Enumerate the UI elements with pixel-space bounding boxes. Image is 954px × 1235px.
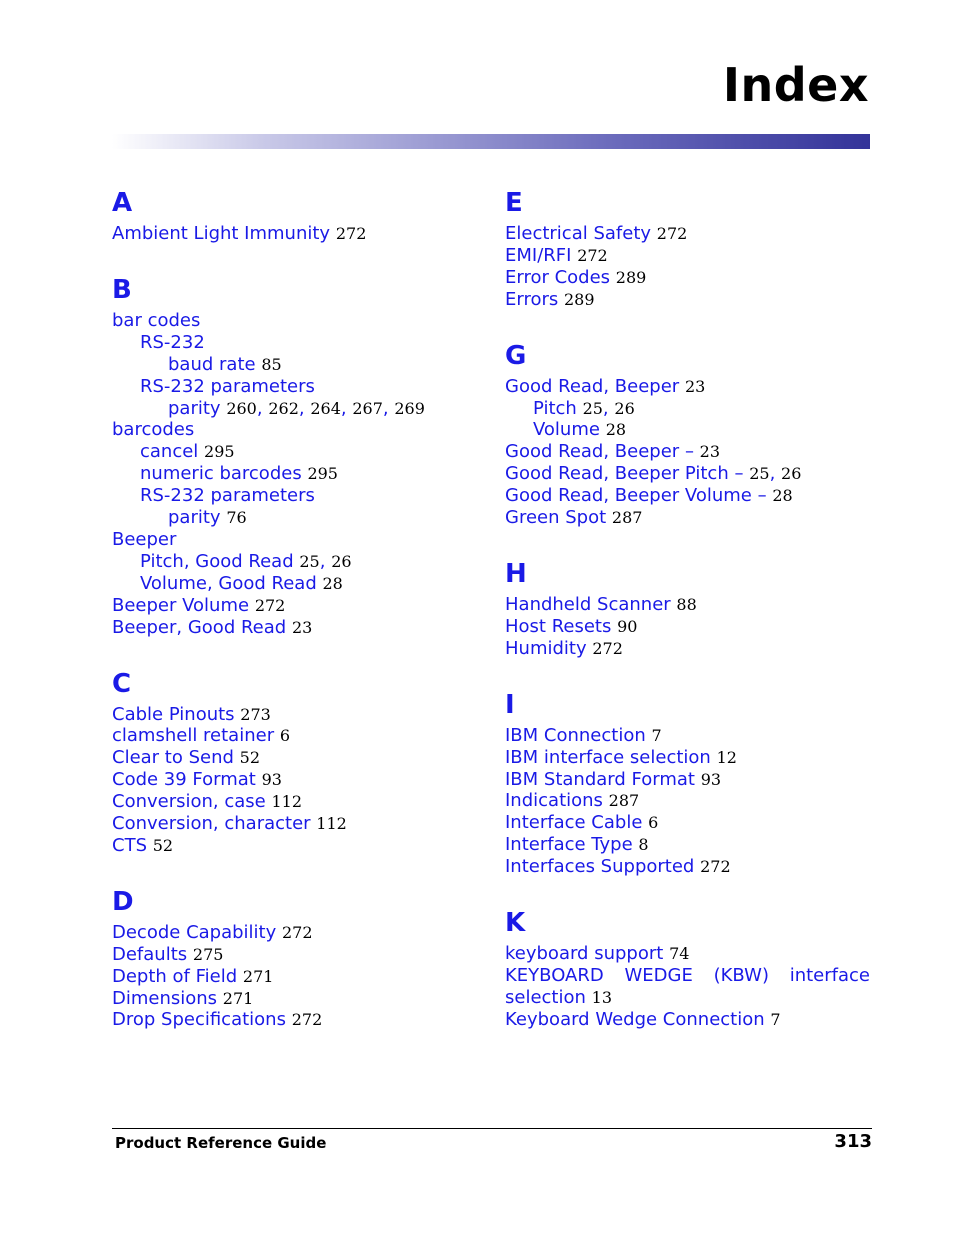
page-ref[interactable]: 272 xyxy=(592,638,623,658)
index-section-d xyxy=(112,882,477,1032)
page-ref[interactable]: 28 xyxy=(605,420,627,440)
page-ref[interactable]: 271 xyxy=(242,966,274,986)
page-ref[interactable]: 7 xyxy=(651,725,662,745)
index-term[interactable]: RS-232 parameters xyxy=(140,375,315,397)
page-ref[interactable]: 26 xyxy=(614,398,635,418)
page-ref[interactable]: 112 xyxy=(271,792,303,812)
index-subentry[interactable] xyxy=(112,463,477,485)
index-section-b xyxy=(112,270,477,639)
index-term[interactable]: Keyboard Wedge Connection xyxy=(505,1008,765,1030)
section-letter: C xyxy=(112,668,132,699)
page-ref[interactable]: 90 xyxy=(617,616,638,636)
dash-separator: – xyxy=(734,463,744,485)
index-entry[interactable] xyxy=(505,594,870,616)
index-term[interactable]: selection xyxy=(505,986,586,1008)
index-term[interactable]: Defaults xyxy=(112,943,188,965)
index-term[interactable]: Humidity xyxy=(505,637,587,659)
index-entry[interactable] xyxy=(112,310,477,332)
index-entry[interactable] xyxy=(505,267,870,289)
section-letter: H xyxy=(505,558,527,589)
page-ref[interactable]: 272 xyxy=(577,245,608,265)
footer-guide-title: Product Reference Guide xyxy=(115,1134,327,1152)
index-entry[interactable]: Good Read, Beeper Pitch – 25, 26 xyxy=(505,463,802,485)
index-term[interactable]: Code 39 Format xyxy=(112,769,256,791)
index-term[interactable]: barcodes xyxy=(112,419,195,441)
page-ref[interactable]: 6 xyxy=(648,813,659,833)
page-ref[interactable]: 12 xyxy=(716,747,737,767)
index-entry[interactable] xyxy=(112,223,477,245)
index-term[interactable]: Volume, Good Read xyxy=(140,572,317,594)
index-entry[interactable] xyxy=(112,1009,477,1031)
section-letter: G xyxy=(505,340,527,371)
page-ref[interactable]: 25 xyxy=(299,551,320,571)
page-ref[interactable]: 6 xyxy=(279,726,291,746)
page-ref[interactable]: 28 xyxy=(772,486,793,506)
header-gradient-bar xyxy=(112,134,870,149)
index-entry[interactable] xyxy=(112,988,477,1010)
page-ref[interactable]: 28 xyxy=(322,573,343,593)
index-entry[interactable] xyxy=(505,856,870,878)
index-entry-continuation[interactable] xyxy=(505,987,870,1009)
index-subentry[interactable]: parity 260, 262, 264, 267, 269 xyxy=(168,397,425,419)
index-term[interactable]: bar codes xyxy=(112,309,201,331)
index-term[interactable]: Interface Type xyxy=(505,834,633,856)
index-term[interactable]: Good Read, Beeper Pitch xyxy=(505,463,729,485)
index-entry[interactable] xyxy=(112,944,477,966)
index-term[interactable]: Ambient Light Immunity xyxy=(112,223,331,244)
page-ref[interactable]: 25 xyxy=(749,464,770,484)
page-ref[interactable]: 272 xyxy=(335,224,367,243)
index-section-i xyxy=(505,685,870,878)
index-entry[interactable] xyxy=(505,812,870,834)
index-term[interactable]: Conversion, case xyxy=(112,791,266,813)
index-entry[interactable] xyxy=(505,747,870,769)
index-entry[interactable] xyxy=(505,376,870,398)
index-entry-wrapped-line[interactable] xyxy=(505,965,870,987)
index-term[interactable]: EMI/RFI xyxy=(505,244,572,266)
index-entry[interactable] xyxy=(505,245,870,267)
page-ref[interactable]: 260 xyxy=(226,398,257,418)
page-ref[interactable]: 52 xyxy=(152,835,174,855)
index-term[interactable]: Dimensions xyxy=(112,987,218,1009)
index-term[interactable]: Electrical Safety xyxy=(505,223,652,244)
index-subentry[interactable] xyxy=(505,419,870,441)
index-term-word[interactable]: WEDGE xyxy=(624,964,693,986)
page-ref[interactable]: 52 xyxy=(239,748,261,768)
page-ref[interactable]: 23 xyxy=(291,617,313,637)
index-entry[interactable] xyxy=(112,704,477,726)
index-term[interactable]: Errors xyxy=(505,288,559,310)
index-entry[interactable] xyxy=(112,791,477,813)
page-ref[interactable]: 287 xyxy=(611,508,643,528)
page-ref[interactable]: 13 xyxy=(591,987,612,1007)
section-letter: K xyxy=(505,908,526,939)
index-term[interactable]: Drop Specifications xyxy=(112,1009,286,1031)
index-subentry[interactable] xyxy=(112,507,477,529)
index-section-h xyxy=(505,554,870,660)
index-term-word[interactable]: interface xyxy=(789,964,870,986)
index-entry[interactable] xyxy=(112,813,477,835)
page-ref[interactable]: 275 xyxy=(192,944,224,964)
page-ref[interactable]: 74 xyxy=(669,944,690,964)
page-ref[interactable]: 272 xyxy=(700,857,731,877)
index-entry[interactable] xyxy=(505,289,870,311)
index-entry[interactable] xyxy=(112,966,477,988)
index-entry[interactable] xyxy=(112,529,477,551)
page-ref[interactable]: 85 xyxy=(261,354,282,374)
page-ref[interactable]: 272 xyxy=(656,224,688,243)
page-ref[interactable]: 93 xyxy=(700,769,722,789)
index-term[interactable]: Error Codes xyxy=(505,266,611,288)
page-ref[interactable]: 7 xyxy=(770,1009,781,1029)
index-term[interactable]: Indications xyxy=(505,790,603,812)
index-entry[interactable] xyxy=(505,769,870,791)
index-term[interactable]: keyboard support xyxy=(505,943,664,965)
index-subentry[interactable] xyxy=(112,573,477,595)
index-subentry[interactable] xyxy=(112,354,477,376)
index-entry[interactable] xyxy=(112,725,477,747)
index-term[interactable]: RS-232 parameters xyxy=(140,485,315,507)
index-term[interactable]: Beeper Volume xyxy=(112,594,250,616)
page-ref[interactable]: 264 xyxy=(310,398,341,418)
index-subentry[interactable] xyxy=(112,332,477,354)
index-column-right xyxy=(505,183,870,1056)
index-term[interactable]: Pitch, Good Read xyxy=(140,550,294,572)
page-ref[interactable]: 112 xyxy=(316,814,347,834)
section-letter: E xyxy=(505,188,523,218)
index-term[interactable]: parity xyxy=(168,507,221,529)
index-entry[interactable] xyxy=(112,747,477,769)
index-term[interactable]: parity xyxy=(168,397,221,419)
index-term[interactable]: Good Read, Beeper xyxy=(505,375,680,397)
page-title: Index xyxy=(722,58,869,112)
index-term[interactable]: Conversion, character xyxy=(112,813,311,835)
dash-separator: – xyxy=(757,485,767,507)
index-term[interactable]: Clear to Send xyxy=(112,747,234,769)
page-ref[interactable]: 88 xyxy=(676,594,697,614)
index-section-g xyxy=(505,336,870,529)
index-section-a xyxy=(112,183,477,245)
section-letter: A xyxy=(112,188,133,218)
index-subentry[interactable] xyxy=(112,485,477,507)
index-entry[interactable] xyxy=(505,223,870,245)
index-term[interactable]: Volume xyxy=(533,419,600,441)
index-term[interactable]: Cable Pinouts xyxy=(112,703,235,725)
index-term[interactable]: Green Spot xyxy=(505,507,607,529)
index-term[interactable]: Decode Capability xyxy=(112,921,277,943)
index-entry[interactable] xyxy=(505,1009,870,1031)
footer-page-number: 313 xyxy=(834,1131,872,1152)
index-subentry[interactable]: Pitch 25, 26 xyxy=(533,397,635,419)
index-term[interactable]: Interfaces Supported xyxy=(505,856,695,878)
page-ref[interactable]: 295 xyxy=(204,442,235,462)
index-term[interactable]: Beeper, Good Read xyxy=(112,616,287,638)
section-letter: D xyxy=(112,886,134,917)
page-ref[interactable]: 93 xyxy=(261,770,282,790)
index-term[interactable]: CTS xyxy=(112,834,147,856)
page-ref[interactable]: 8 xyxy=(638,835,649,855)
index-entry[interactable] xyxy=(505,441,870,463)
index-term[interactable]: Beeper xyxy=(112,528,177,550)
index-section-e xyxy=(505,183,870,311)
index-term[interactable]: baud rate xyxy=(168,353,256,375)
index-subentry[interactable] xyxy=(112,376,477,398)
index-term[interactable]: Good Read, Beeper xyxy=(505,441,680,463)
index-term[interactable]: Interface Cable xyxy=(505,812,643,834)
index-entry[interactable] xyxy=(112,617,477,639)
index-entry[interactable] xyxy=(505,725,870,747)
section-letter: I xyxy=(505,689,515,720)
section-letter: B xyxy=(112,274,132,305)
index-term[interactable]: cancel xyxy=(140,441,199,463)
index-entry[interactable] xyxy=(505,616,870,638)
page-ref[interactable]: 287 xyxy=(608,791,640,811)
index-term[interactable]: Host Resets xyxy=(505,615,612,637)
index-term[interactable]: RS-232 xyxy=(140,331,205,353)
page-ref[interactable]: 26 xyxy=(331,551,352,571)
index-term[interactable]: IBM interface selection xyxy=(505,746,711,768)
index-term[interactable]: Handheld Scanner xyxy=(505,593,671,615)
page-ref[interactable]: 295 xyxy=(307,464,338,484)
index-section-c xyxy=(112,664,477,857)
page-ref[interactable]: 272 xyxy=(254,595,286,615)
index-subentry[interactable] xyxy=(112,441,477,463)
index-entry[interactable] xyxy=(505,485,870,507)
page-ref[interactable]: 273 xyxy=(240,704,271,724)
page-ref[interactable]: 272 xyxy=(291,1010,323,1030)
page-ref[interactable]: 26 xyxy=(781,464,802,484)
index-term[interactable]: Pitch xyxy=(533,397,577,419)
index-section-k xyxy=(505,903,870,1031)
footer-rule xyxy=(112,1128,872,1129)
index-entry[interactable] xyxy=(112,419,477,441)
index-term-word[interactable]: KEYBOARD xyxy=(505,964,604,986)
page-ref[interactable]: 23 xyxy=(684,376,706,396)
page-ref[interactable]: 271 xyxy=(222,988,254,1008)
index-term[interactable]: clamshell retainer xyxy=(112,725,275,747)
page-ref[interactable]: 76 xyxy=(226,508,247,528)
index-term[interactable]: Good Read, Beeper Volume xyxy=(505,485,752,507)
index-term[interactable]: Depth of Field xyxy=(112,965,238,987)
page-ref[interactable]: 267 xyxy=(352,398,383,418)
index-term[interactable]: IBM Connection xyxy=(505,724,646,746)
index-entry[interactable] xyxy=(112,922,477,944)
index-term-word[interactable]: (KBW) xyxy=(713,964,769,986)
page-ref[interactable]: 262 xyxy=(268,398,299,418)
dash-separator: – xyxy=(684,441,694,463)
index-entry[interactable] xyxy=(505,834,870,856)
page-ref[interactable]: 25 xyxy=(582,398,603,418)
index-entry[interactable] xyxy=(505,790,870,812)
page-ref[interactable]: 289 xyxy=(564,289,595,309)
page-ref[interactable]: 289 xyxy=(615,267,647,287)
index-entry[interactable] xyxy=(112,595,477,617)
index-term[interactable]: numeric barcodes xyxy=(140,463,302,485)
index-term[interactable]: IBM Standard Format xyxy=(505,768,695,790)
index-entry[interactable] xyxy=(112,835,477,857)
index-column-left xyxy=(112,183,477,1056)
index-entry[interactable] xyxy=(505,943,870,965)
index-subentry[interactable]: Pitch, Good Read 25, 26 xyxy=(140,550,352,572)
page-ref[interactable]: 272 xyxy=(282,922,313,942)
index-entry[interactable] xyxy=(505,507,870,529)
page-ref[interactable]: 269 xyxy=(394,398,425,418)
page-ref[interactable]: 23 xyxy=(699,442,721,462)
index-entry[interactable] xyxy=(505,638,870,660)
index-entry[interactable] xyxy=(112,769,477,791)
